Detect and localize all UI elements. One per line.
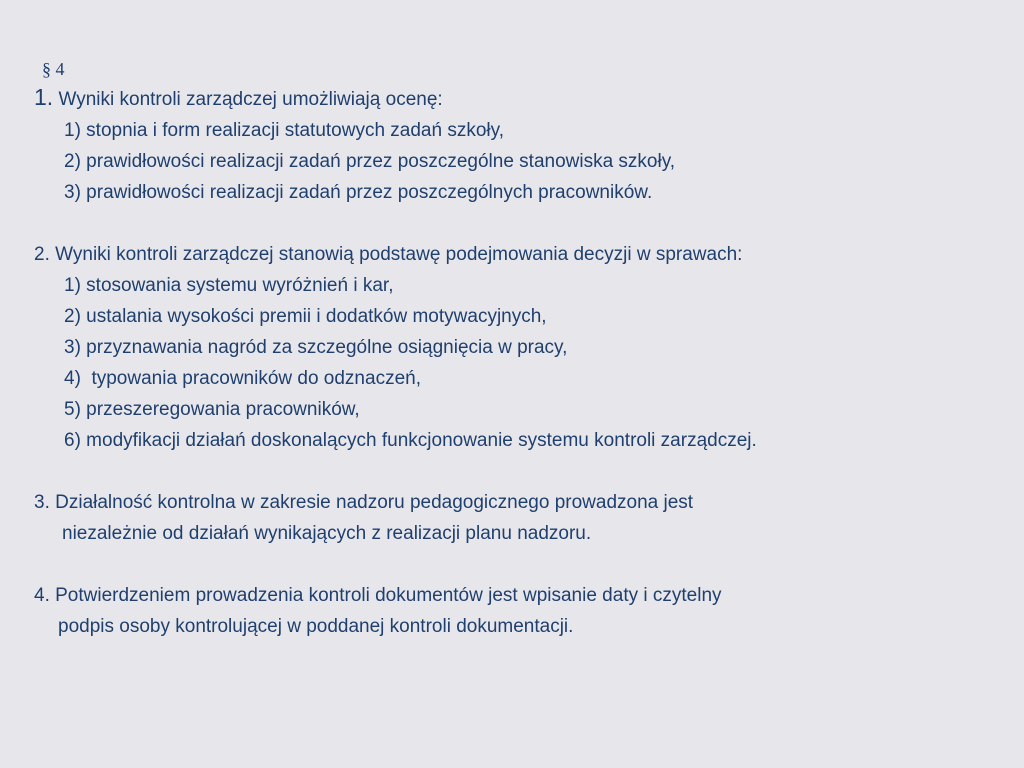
- point-2-item-6: 6) modyfikacji działań doskonalących funkcjonowanie systemu kontroli zarządczej.: [64, 430, 757, 451]
- point-1-item-2: 2) prawidłowości realizacji zadań przez poszczególne stanowiska szkoły,: [64, 151, 676, 172]
- point-2-item-1: 1) stosowania systemu wyróżnień i kar,: [64, 275, 394, 296]
- spacer: [34, 456, 984, 487]
- point-4-line-2: podpis osoby kontrolującej w poddanej kontroli dokumentacji.: [58, 616, 574, 637]
- point-2-item-3: 3) przyznawania nagród za szczególne osiągnięcia w pracy,: [64, 337, 568, 358]
- point-1-number: 1.: [34, 84, 54, 110]
- spacer: [34, 208, 984, 239]
- slide-content: [34, 58, 984, 642]
- point-4-line-1: 4. Potwierdzeniem prowadzenia kontroli dokumentów jest wpisanie daty i czytelny: [34, 585, 722, 606]
- point-2-item-4: 4) typowania pracowników do odznaczeń,: [64, 368, 421, 389]
- point-1-intro: [34, 82, 984, 115]
- section-mark: § 4: [42, 59, 65, 79]
- point-1-intro-text: Wyniki kontroli zarządczej umożliwiają ocenę:: [53, 89, 443, 110]
- point-1-item-1: 1) stopnia i form realizacji statutowych zadań szkoły,: [64, 120, 504, 141]
- point-3-line-2: niezależnie od działań wynikających z realizacji planu nadzoru.: [62, 523, 592, 544]
- point-2-item-2: 2) ustalania wysokości premii i dodatków motywacyjnych,: [64, 306, 547, 327]
- spacer: [34, 549, 984, 580]
- point-2-item-5: 5) przeszeregowania pracowników,: [64, 399, 360, 420]
- point-2-intro: 2. Wyniki kontroli zarządczej stanowią podstawę podejmowania decyzji w sprawach:: [34, 244, 743, 265]
- point-3-line-1: 3. Działalność kontrolna w zakresie nadzoru pedagogicznego prowadzona jest: [34, 492, 694, 513]
- point-1-item-3: 3) prawidłowości realizacji zadań przez poszczególnych pracowników.: [64, 182, 653, 203]
